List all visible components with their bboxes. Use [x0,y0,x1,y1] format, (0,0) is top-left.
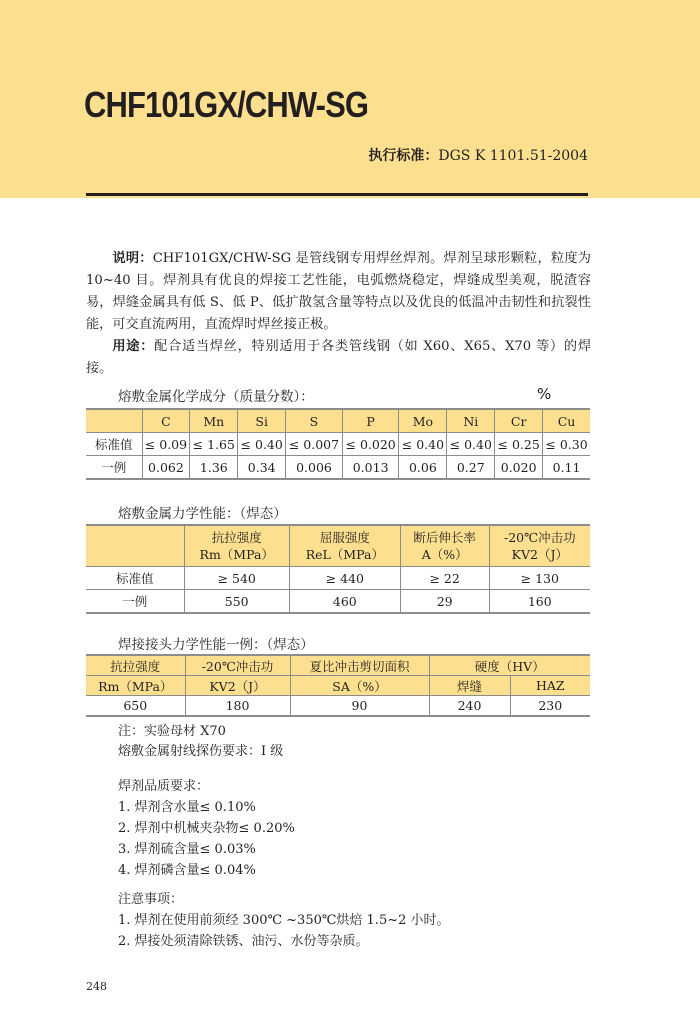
chem-table [86,408,590,480]
usage-text: 配合适当焊丝，特别适用于各类管线钢（如 X60、X65、X70 等）的焊接。 [86,339,592,376]
list-item: 1. 焊剂含水量≤ 0.10% [118,800,256,815]
table-cell: 460 [289,590,400,614]
precautions-title: 注意事项： [118,892,184,907]
table-cell: ≤ 0.007 [286,433,343,456]
joint-header-cell: SA（%） [290,676,429,696]
chem-unit: % [537,385,552,403]
chem-header-cell: Mn [190,409,238,433]
row-label: 标准值 [86,567,184,590]
header-line: 抗拉强度 [211,530,262,545]
joint-header-cell: Rm（MPa） [86,676,185,696]
table-cell: 0.062 [142,456,190,480]
table-cell: 160 [489,590,590,614]
flux-quality-list [118,776,295,881]
radiography-value: I 级 [261,744,284,759]
header-line: Rm（MPa） [199,547,274,562]
table-cell: ≥ 130 [489,567,590,590]
precautions-list [118,889,450,952]
row-label: 一例 [86,590,184,614]
chem-header-cell: Cr [495,409,543,433]
table-cell: ≤ 0.25 [495,433,543,456]
mech-header-cell [400,525,489,567]
joint-title-text: 焊接接头力学性能一例： [118,637,267,653]
usage-label: 用途： [112,339,155,354]
table-cell: 0.34 [238,456,286,480]
header-line: -20℃冲击功 [503,530,576,545]
table-cell: 0.013 [342,456,399,480]
table-cell: ≤ 0.40 [399,433,447,456]
product-title: CHF101GX/CHW-SG [84,84,369,125]
mech-title-paren: （焊态） [239,506,287,522]
joint-header-cell: KV2（J） [185,676,290,696]
table-cell: 230 [510,696,590,717]
header-line: A（%） [421,547,468,562]
chem-header-cell: Mo [399,409,447,433]
chem-header-cell: Si [238,409,286,433]
standard-value: DGS K 1101.51-2004 [438,148,588,164]
chem-header-cell: S [286,409,343,433]
table-cell: 550 [184,590,289,614]
joint-header-row [86,676,590,696]
table-cell: ≤ 0.40 [238,433,286,456]
table-cell: 0.06 [399,456,447,480]
table-cell: ≤ 0.020 [342,433,399,456]
mech-title-text: 熔敷金属力学性能： [118,506,240,522]
header-line: 断后伸长率 [413,530,476,545]
joint-header-cell: 焊缝 [429,676,510,696]
table-cell: 0.11 [543,456,590,480]
table-cell: ≤ 1.65 [190,433,238,456]
joint-header-row [86,655,590,676]
joint-header-cell: HAZ [510,676,590,696]
chem-table-title [118,385,314,405]
page-number: 248 [86,980,107,993]
mech-header-row [86,525,590,567]
table-cell: ≥ 22 [400,567,489,590]
chem-header-cell [86,409,142,433]
table-cell: ≥ 440 [289,567,400,590]
mech-header-cell [184,525,289,567]
table-row [86,696,590,717]
chem-title-paren: （质量分数）： [226,389,314,405]
row-label: 标准值 [86,433,142,456]
table-cell: ≥ 540 [184,567,289,590]
list-item: 3. 焊剂硫含量≤ 0.03% [118,842,256,857]
standard-label: 执行标准： [368,148,439,164]
description-block [86,248,591,380]
header-rule [86,193,588,196]
joint-table [86,654,590,717]
description-text: CHF101GX/CHW-SG 是管线钢专用焊丝焊剂。焊剂呈球形颗粒，粒度为 10~40 目。焊剂具有优良的焊接工艺性能，电弧燃烧稳定，焊缝成型美观，脱渣容易，焊缝金属具有低 S、低 P、低扩散氢含量等特点以及优良的低温冲击韧性和抗裂性能，可交直流两用，直流焊时焊丝接正极。 [86,251,591,332]
table-cell: 650 [86,696,185,717]
chem-title-text: 熔敷金属化学成分 [118,389,226,405]
table-cell: 0.006 [286,456,343,480]
mech-table-title [118,502,287,522]
description-paragraph [86,248,591,336]
mech-table [86,524,590,614]
table-cell: 240 [429,696,510,717]
table-cell: ≤ 0.30 [543,433,590,456]
radiography-label: 熔敷金属射线探伤要求： [118,744,262,759]
joint-header-cell: -20℃冲击功 [185,655,290,676]
standard-line [368,145,588,165]
header-line: ReL（MPa） [305,547,384,562]
table-row [86,567,590,590]
usage-paragraph [86,336,591,380]
mech-header-cell [289,525,400,567]
table-cell: 90 [290,696,429,717]
chem-header-cell: P [342,409,399,433]
base-metal-note: 注：实验母材 X70 [118,724,226,739]
joint-header-cell: 夏比冲击剪切面积 [290,655,429,676]
mech-header-cell [86,525,184,567]
chem-header-cell: Cu [543,409,590,433]
header-line: 屈服强度 [319,530,370,545]
chem-header-row [86,409,590,433]
chem-header-cell: C [142,409,190,433]
list-item: 1. 焊剂在使用前须经 300℃ ~350℃烘焙 1.5~2 小时。 [118,913,450,928]
description-label: 说明： [112,251,153,266]
table-cell: 1.36 [190,456,238,480]
joint-header-cell: 抗拉强度 [86,655,185,676]
table-cell: ≤ 0.40 [447,433,495,456]
table-cell: 0.020 [495,456,543,480]
flux-quality-title: 焊剂品质要求： [118,779,210,794]
row-label: 一例 [86,456,142,480]
list-item: 2. 焊接处须清除铁锈、油污、水份等杂质。 [118,934,369,949]
table-cell: 0.27 [447,456,495,480]
table-row [86,456,590,480]
joint-table-title [118,633,314,653]
radiography-note [118,740,283,759]
mech-header-cell [489,525,590,567]
chem-header-cell: Ni [447,409,495,433]
table-cell: ≤ 0.09 [142,433,190,456]
table-row [86,590,590,614]
joint-header-cell: 硬度（HV） [429,655,590,676]
list-item: 2. 焊剂中机械夹杂物≤ 0.20% [118,821,295,836]
joint-title-paren: （焊态） [266,637,314,653]
table-cell: 180 [185,696,290,717]
table-cell: 29 [400,590,489,614]
list-item: 4. 焊剂磷含量≤ 0.04% [118,863,256,878]
header-line: KV2（J） [511,547,568,562]
table-row [86,433,590,456]
